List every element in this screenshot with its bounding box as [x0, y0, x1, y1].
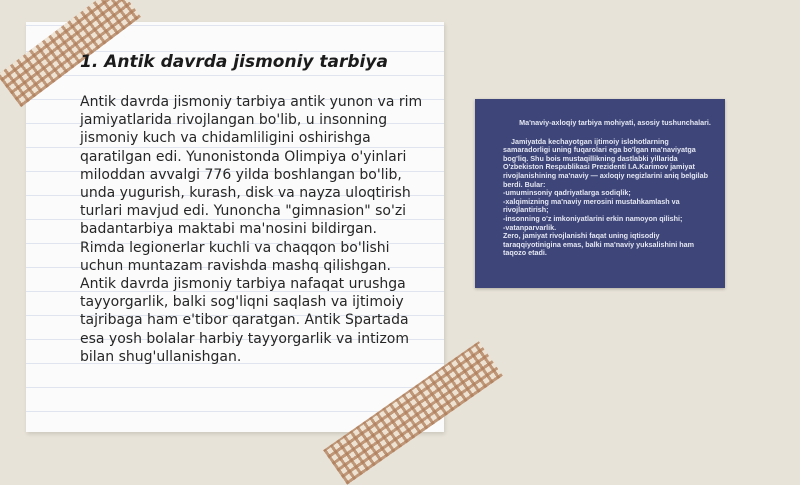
card-outro: Zero, jamiyat rivojlanishi faqat uning iqtisodiy taraqqiyotinigina emas, balki ma'naviy yuksalishini ham taqozo etadi. [503, 231, 695, 258]
text-image-card [475, 99, 725, 288]
card-list-item: -xalqimizning ma'naviy merosini mustahkamlash va rivojlantirish; [503, 196, 680, 215]
body-paragraph: Antik davrda jismoniy tarbiya antik yunon va rim jamiyatlarida rivojlangan bo'lib, u insonning jismoniy kuch va chidamliligini oshirishga qaratilgan edi. Yunonistonda Olimpiya o'yinlari miloddan avvalgi 776 yilda boshlangan bo'lib, unda yugurish, kurash, disk va nayza uloqtirish turlari mavjud edi. Yunoncha "gimnasion" so'zi badantarbiya maktabi ma'nosini bildirgan. Rimda legionerlar kuchli va chaqqon bo'lishi uchun muntazam ravishda mashq qilishgan. Antik davrda jismoniy tarbiya nafaqat urushga tayyorgarlik, balki sog'liqni saqlash va ijtimoiy tajribaga ham e'tibor qaratgan. Antik Spartada esa yosh bolalar harbiy tayyorgarlik va intizom bilan shug'ullanishgan. [80, 94, 423, 365]
card-title: Ma'naviy-axloqiy tarbiya mohiyati, asosiy tushunchalari. [519, 118, 711, 127]
card-list-item: -insonning o'z imkoniyatlarini erkin namoyon qilishi; [503, 213, 683, 223]
card-list [503, 189, 715, 232]
card-list-item: -umuminsoniy qadriyatlarga sodiqlik; [503, 188, 631, 198]
card-intro: Jamiyatda kechayotgan ijtimoiy islohotlarning samaradorligi uning fuqarolari ega bo'lgan ma'naviyatga bog'liq. Shu bois mustaqillikning dastlabki yillarida O'zbekiston Respublikasi Prezidenti I.A.Karimov jamiyat rivojlanishining ma'naviy — axloqiy negizlarini aniq belgilab berdi. Bular: [503, 136, 709, 189]
slide-heading: 1. Antik davrda jismoniy tarbiya [80, 52, 388, 72]
card-list-item: -vatanparvarlik. [503, 222, 557, 232]
